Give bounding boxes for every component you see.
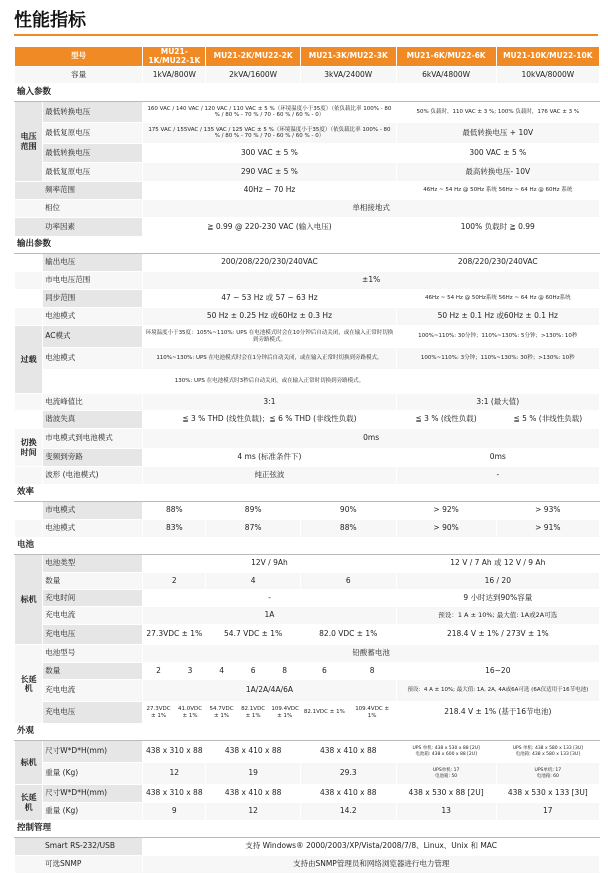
cell-value: 46Hz ~ 54 Hz @ 50Hz系统 56Hz ~ 64 Hz @ 60Hz系统	[396, 290, 599, 308]
cell-value: 17	[496, 803, 599, 821]
cell-value: 175 VAC / 155VAC / 135 VAC / 125 VAC ± 5 %（环境温度小于35度）（依负载比率 100% - 80 % / 80 % - 70 % / 70 - 60 % / 60 % - 0）	[143, 123, 396, 144]
cell-value: 50 Hz ± 0.1 Hz 或60Hz ± 0.1 Hz	[396, 308, 599, 326]
transfer-time-group: 切换时间	[15, 429, 43, 467]
cell-value: ≦ 3 % (线性负载)	[396, 411, 496, 429]
cell-value: 14.2	[300, 803, 396, 821]
standard-group: 标机	[15, 555, 43, 645]
cell-value: 82.1VDC ± 1%	[300, 702, 348, 724]
row-label: 电池模式	[43, 520, 143, 538]
cell-value: -	[143, 590, 396, 607]
row-label: 电池类型	[43, 555, 143, 573]
page-title: 性能指标	[14, 10, 86, 31]
row-label: 充电电压	[43, 702, 143, 724]
row-label: 数量	[43, 573, 143, 590]
cell-value: UPS 单机: 438 x 530 x 88 [2U]	[412, 746, 480, 752]
cell-value: 290 VAC ± 5 %	[143, 163, 396, 182]
title-divider	[14, 34, 598, 36]
cell-value: 83%	[143, 520, 206, 538]
row-label: 充电电流	[43, 680, 143, 702]
cell-value: 支持 Windows® 2000/2003/XP/Vista/2008/7/8、Linux、Unix 和 MAC	[143, 838, 600, 856]
cell-value: 109.4VDC ± 1%	[269, 702, 301, 724]
long-backup-group: 长延机	[15, 645, 43, 724]
cell-value: 100% 负载时 ≧ 0.99	[396, 218, 599, 237]
cell-value: ≦ 5 % (非线性负载)	[496, 411, 599, 429]
cell-value: > 92%	[396, 502, 496, 520]
cell-value: 19	[206, 763, 301, 785]
row-label: 最低复原电压	[43, 123, 143, 144]
cell-value: 16 / 20	[396, 573, 599, 590]
cell-value: 2	[143, 663, 175, 680]
cell-value: 4	[206, 573, 301, 590]
cell-value: ±1%	[143, 272, 600, 290]
cell-value: 100%~110%: 30分钟；110%~130%: 5分钟；>130%: 10秒	[396, 326, 599, 348]
cell-value: 0ms	[396, 449, 599, 467]
cell-value: 4 ms (标准条件下)	[143, 449, 396, 467]
cell-value: 8	[269, 663, 301, 680]
cell-value: 50 Hz ± 0.25 Hz 或60Hz ± 0.3 Hz	[143, 308, 396, 326]
capacity-2k: 2kVA/1600W	[206, 67, 301, 84]
standard-group: 标机	[15, 741, 43, 785]
row-label: 尺寸W*D*H(mm)	[43, 741, 143, 763]
section-control: 控制管理	[15, 821, 600, 838]
cell-value: 9 小时达到90%容量	[396, 590, 599, 607]
capacity-row	[15, 67, 600, 84]
cell-value: 6	[300, 573, 396, 590]
row-label: 尺寸W*D*H(mm)	[43, 785, 143, 803]
cell-value: 88%	[143, 502, 206, 520]
row-label: 最低转换电压	[43, 144, 143, 163]
model-label: 型号	[15, 47, 143, 67]
cell-value: 50% 负载时，110 VAC ± 3 %; 100% 负载时，176 VAC ± 3 %	[396, 102, 599, 123]
cell-value: UPS单机: 17	[534, 768, 562, 774]
row-label: 充电电压	[43, 625, 143, 645]
row-label: 最低转换电压	[43, 102, 143, 123]
overload-group: 过载	[15, 326, 43, 394]
row-label: AC模式	[43, 326, 143, 348]
cell-value: 电池箱: 60	[536, 773, 559, 779]
cell-value: 438 x 310 x 88	[143, 785, 206, 803]
row-label: Smart RS-232/USB	[15, 838, 143, 856]
cell-value: 8	[348, 663, 396, 680]
section-battery: 电池	[15, 538, 600, 555]
row-label: 市电模式到电池模式	[43, 429, 143, 449]
row-label: 市电模式	[43, 502, 143, 520]
cell-value: 82.0 VDC ± 1%	[300, 625, 396, 645]
cell-value: 4	[206, 663, 238, 680]
cell-value: 单相接地式	[143, 200, 600, 218]
cell-value: 87%	[206, 520, 301, 538]
cell-value: 438 x 530 x 133 [3U]	[496, 785, 599, 803]
capacity-3k: 3kVA/2400W	[300, 67, 396, 84]
cell-value: 438 x 310 x 88	[143, 741, 206, 763]
cell-value: 89%	[206, 502, 301, 520]
capacity-label: 容量	[15, 67, 143, 84]
cell-value: 88%	[300, 520, 396, 538]
cell-value: 16~20	[396, 663, 599, 680]
cell-value: 6	[300, 663, 348, 680]
cell-value: 支持由SNMP管理员和网络浏览器进行电力管理	[143, 856, 600, 874]
row-label: 频率范围	[15, 182, 143, 200]
row-label: 最低复原电压	[43, 163, 143, 182]
cell-value: 电池箱: 438 x 600 x 88 [2U]	[415, 751, 477, 757]
section-physical: 外观	[15, 724, 600, 741]
cell-value: 130%: UPS 在电池模式时3秒后自动关闭，或在输入正常时切换到旁路模式。	[143, 370, 396, 394]
cell-value: 预设：4 A ± 10%; 最大值: 1A, 2A, 4A或6A可选 (6A仅适用于16节电池)	[396, 680, 599, 702]
cell-value: 438 x 410 x 88	[206, 741, 301, 763]
capacity-10k: 10kVA/8000W	[496, 67, 599, 84]
cell-value: 300 VAC ± 5 %	[143, 144, 396, 163]
cell-value: 27.3VDC ± 1%	[143, 625, 206, 645]
row-label: 充电时间	[43, 590, 143, 607]
cell-value: 0ms	[143, 429, 600, 449]
cell-value: 最高转换电压- 10V	[396, 163, 599, 182]
cell-value: UPS 单机: 438 x 580 x 133 [3U]	[512, 746, 583, 752]
section-input: 输入参数	[15, 84, 600, 102]
row-label: 数量	[43, 663, 143, 680]
row-label: 电流峰值比	[43, 394, 143, 411]
cell-value: 41.0VDC ± 1%	[174, 702, 206, 724]
row-label: 电池型号	[43, 645, 143, 663]
cell-value: 218.4 V ± 1% (基于16节电池)	[396, 702, 599, 724]
cell-value: -	[396, 467, 599, 485]
cell-value: 环境温度小于35度：105%~110%: UPS 在电池模式时会在10分钟后自动关闭，或在输入正常时切换到旁路模式。	[143, 326, 396, 348]
cell-value: ≧ 0.99 @ 220-230 VAC (输入电压)	[143, 218, 396, 237]
cell-value: 13	[396, 803, 496, 821]
cell-value: 纯正弦波	[143, 467, 396, 485]
cell-value: 29.3	[300, 763, 396, 785]
section-output: 输出参数	[15, 237, 600, 254]
long-backup-group: 长延机	[15, 785, 43, 821]
spec-table	[14, 46, 600, 874]
cell-value: 1A	[143, 607, 396, 625]
row-label: 波形 (电池模式)	[43, 467, 143, 485]
cell-value: 109.4VDC ± 1%	[348, 702, 396, 724]
row-label: 重量 (Kg)	[43, 763, 143, 785]
cell-value: 438 x 530 x 88 [2U]	[396, 785, 496, 803]
row-label: 市电电压范围	[43, 272, 143, 290]
cell-value: 1A/2A/4A/6A	[143, 680, 396, 702]
cell-value: 160 VAC / 140 VAC / 120 VAC / 110 VAC ± 5 %（环境温度小于35度）（依负载比率 100% - 80 % / 80 % - 70 % / 70 - 60 % / 60 % - 0）	[143, 102, 396, 123]
cell-value: 82.1VDC ± 1%	[237, 702, 269, 724]
cell-value: 90%	[300, 502, 396, 520]
cell-value: 54.7VDC ± 1%	[206, 702, 238, 724]
cell-value: 3	[174, 663, 206, 680]
cell-value: 铅酸蓄电池	[143, 645, 600, 663]
model-3k: MU21-3K/MU22-3K	[300, 47, 396, 67]
cell-value: 3:1	[143, 394, 396, 411]
model-10k: MU21-10K/MU22-10K	[496, 47, 599, 67]
row-label: 重量 (Kg)	[43, 803, 143, 821]
voltage-range-group: 电压范围	[15, 102, 43, 182]
row-label: 电池模式	[43, 348, 143, 370]
cell-value: 218.4 V ± 1% / 273V ± 1%	[396, 625, 599, 645]
cell-value: 208/220/230/240VAC	[396, 254, 599, 272]
capacity-1k: 1kVA/800W	[143, 67, 206, 84]
cell-value: 电池箱: 438 x 580 x 133 [3U]	[515, 751, 580, 757]
section-efficiency: 效率	[15, 485, 600, 502]
row-label: 同步范围	[43, 290, 143, 308]
cell-value: 46Hz ~ 54 Hz @ 50Hz 系统 56Hz ~ 64 Hz @ 60Hz 系统	[396, 182, 599, 200]
cell-value: 40Hz ~ 70 Hz	[143, 182, 396, 200]
cell-value: UPS单机: 17	[432, 768, 460, 774]
cell-value: 2	[143, 573, 206, 590]
cell-value: 54.7 VDC ± 1%	[206, 625, 301, 645]
row-label: 可选SNMP	[15, 856, 143, 874]
row-label: 功率因素	[15, 218, 143, 237]
cell-value: 12 V / 7 Ah 或 12 V / 9 Ah	[396, 555, 599, 573]
cell-value: 47 ~ 53 Hz 或 57 ~ 63 Hz	[143, 290, 396, 308]
cell-value: 438 x 410 x 88	[300, 741, 396, 763]
cell-value: 27.3VDC ± 1%	[143, 702, 175, 724]
cell-value: 110%~130%: UPS 在电池模式时会在1分钟后自动关闭，或在输入正常时切换到旁路模式。	[143, 348, 396, 370]
cell-value: 438 x 410 x 88	[300, 785, 396, 803]
cell-value: 12	[206, 803, 301, 821]
cell-value: 300 VAC ± 5 %	[396, 144, 599, 163]
cell-value: 12	[143, 763, 206, 785]
cell-value: 最低转换电压 + 10V	[396, 123, 599, 144]
model-6k: MU21-6K/MU22-6K	[396, 47, 496, 67]
cell-value: 12V / 9Ah	[143, 555, 396, 573]
cell-value: 预设：1 A ± 10%; 最大值: 1A或2A可选	[396, 607, 599, 625]
header-row	[15, 47, 600, 67]
capacity-6k: 6kVA/4800W	[396, 67, 496, 84]
cell-value: 电池箱: 50	[435, 773, 458, 779]
row-label: 相位	[15, 200, 143, 218]
cell-value: 6	[237, 663, 269, 680]
row-label: 充电电流	[43, 607, 143, 625]
cell-value: > 91%	[496, 520, 599, 538]
cell-value: > 93%	[496, 502, 599, 520]
model-1k: MU21-1K/MU22-1K	[143, 47, 206, 67]
row-label: 变频到旁路	[43, 449, 143, 467]
model-2k: MU21-2K/MU22-2K	[206, 47, 301, 67]
cell-value: > 90%	[396, 520, 496, 538]
cell-value: 100%~110%: 3分钟；110%~130%: 30秒；>130%: 10秒	[396, 348, 599, 370]
row-label: 谐波失真	[43, 411, 143, 429]
row-label: 输出电压	[43, 254, 143, 272]
row-label: 电池模式	[43, 308, 143, 326]
cell-value: 438 x 410 x 88	[206, 785, 301, 803]
cell-value: 9	[143, 803, 206, 821]
cell-value: ≦ 3 % THD (线性负载)；≦ 6 % THD (非线性负载)	[143, 411, 396, 429]
cell-value: 3:1 (最大值)	[396, 394, 599, 411]
cell-value: 200/208/220/230/240VAC	[143, 254, 396, 272]
